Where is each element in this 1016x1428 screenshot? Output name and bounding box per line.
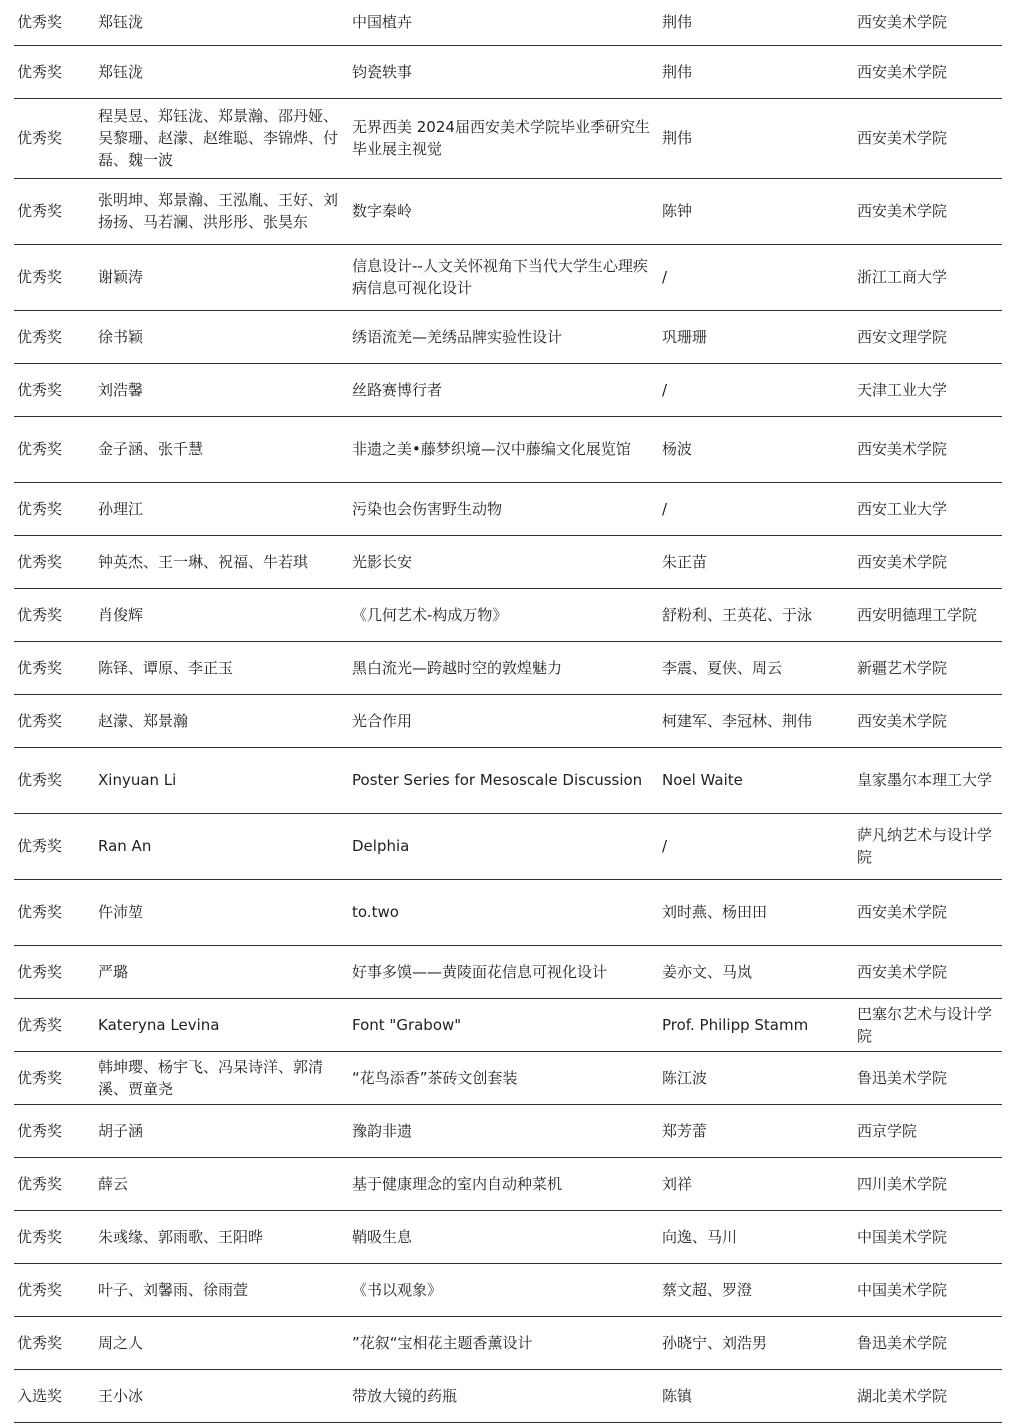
- cell-advisor: 孙晓宁、刘浩男: [659, 1316, 854, 1369]
- cell-advisor: 荆伟: [659, 45, 854, 98]
- table-row: [14, 879, 1002, 945]
- cell-school: 西安美术学院: [854, 0, 1002, 45]
- cell-authors: 严璐: [95, 945, 349, 998]
- table-row: [14, 244, 1002, 310]
- table-row: [14, 1263, 1002, 1316]
- cell-title: “花鸟添香”茶砖文创套装: [349, 1051, 659, 1104]
- cell-authors: 郑钰泷: [95, 45, 349, 98]
- table-row: [14, 1157, 1002, 1210]
- cell-advisor: Prof. Philipp Stamm: [659, 998, 854, 1051]
- cell-advisor: 柯建军、李冠林、荆伟: [659, 694, 854, 747]
- table-row: [14, 45, 1002, 98]
- cell-advisor: /: [659, 813, 854, 879]
- cell-authors: Ran An: [95, 813, 349, 879]
- cell-advisor: 朱正苗: [659, 535, 854, 588]
- cell-advisor: /: [659, 363, 854, 416]
- cell-school: 四川美术学院: [854, 1157, 1002, 1210]
- cell-advisor: 陈江波: [659, 1051, 854, 1104]
- cell-award: 优秀奖: [14, 363, 95, 416]
- cell-title: 好事多馍——黄陵面花信息可视化设计: [349, 945, 659, 998]
- cell-title: Poster Series for Mesoscale Discussion: [349, 747, 659, 813]
- cell-award: 优秀奖: [14, 1210, 95, 1263]
- table-row: [14, 998, 1002, 1051]
- cell-advisor: Noel Waite: [659, 747, 854, 813]
- cell-authors: 朱彧缘、郭雨歌、王阳晔: [95, 1210, 349, 1263]
- cell-award: 优秀奖: [14, 641, 95, 694]
- cell-advisor: 蔡文超、罗澄: [659, 1263, 854, 1316]
- cell-title: 《几何艺术-构成万物》: [349, 588, 659, 641]
- cell-authors: 王小冰: [95, 1369, 349, 1422]
- cell-school: 中国美术学院: [854, 1263, 1002, 1316]
- cell-title: Font "Grabow": [349, 998, 659, 1051]
- cell-title: 豫韵非遗: [349, 1104, 659, 1157]
- cell-school: 西安美术学院: [854, 694, 1002, 747]
- cell-authors: 韩坤璎、杨宇飞、冯杲诗洋、郭清溪、贾童尧: [95, 1051, 349, 1104]
- cell-school: 天津工业大学: [854, 363, 1002, 416]
- cell-title: 基于健康理念的室内自动种菜机: [349, 1157, 659, 1210]
- cell-award: 优秀奖: [14, 1051, 95, 1104]
- cell-title: 丝路赛博行者: [349, 363, 659, 416]
- awards-table: [14, 0, 1002, 1423]
- cell-advisor: 陈镇: [659, 1369, 854, 1422]
- cell-school: 西安美术学院: [854, 416, 1002, 482]
- cell-advisor: 刘时燕、杨田田: [659, 879, 854, 945]
- cell-authors: 刘浩馨: [95, 363, 349, 416]
- table-row: [14, 1316, 1002, 1369]
- cell-title: 带放大镜的药瓶: [349, 1369, 659, 1422]
- cell-award: 优秀奖: [14, 45, 95, 98]
- table-row: [14, 1369, 1002, 1422]
- table-row: [14, 588, 1002, 641]
- cell-authors: 程昊昱、郑钰泷、郑景瀚、邵丹娅、吴黎珊、赵濛、赵维聪、李锦烨、付磊、魏一波: [95, 98, 349, 178]
- cell-school: 浙江工商大学: [854, 244, 1002, 310]
- cell-title: 信息设计--人文关怀视角下当代大学生心理疾病信息可视化设计: [349, 244, 659, 310]
- cell-school: 西安明德理工学院: [854, 588, 1002, 641]
- table-row: [14, 641, 1002, 694]
- table-row: [14, 363, 1002, 416]
- cell-school: 西京学院: [854, 1104, 1002, 1157]
- cell-school: 西安美术学院: [854, 98, 1002, 178]
- cell-award: 优秀奖: [14, 1157, 95, 1210]
- cell-advisor: /: [659, 244, 854, 310]
- cell-authors: 仵沛堃: [95, 879, 349, 945]
- cell-authors: 张明坤、郑景瀚、王泓胤、王好、刘扬扬、马若澜、洪彤彤、张昊东: [95, 178, 349, 244]
- cell-title: 非遗之美•藤梦织境—汉中藤编文化展览馆: [349, 416, 659, 482]
- cell-title: 《书以观象》: [349, 1263, 659, 1316]
- cell-title: 中国植卉: [349, 0, 659, 45]
- cell-authors: 薛云: [95, 1157, 349, 1210]
- cell-authors: 周之人: [95, 1316, 349, 1369]
- cell-school: 西安美术学院: [854, 45, 1002, 98]
- table-row: [14, 535, 1002, 588]
- cell-advisor: 郑芳蕾: [659, 1104, 854, 1157]
- cell-authors: 孙理江: [95, 482, 349, 535]
- table-row: [14, 416, 1002, 482]
- cell-title: 光合作用: [349, 694, 659, 747]
- cell-school: 巴塞尔艺术与设计学院: [854, 998, 1002, 1051]
- cell-advisor: 杨波: [659, 416, 854, 482]
- cell-school: 中国美术学院: [854, 1210, 1002, 1263]
- cell-award: 优秀奖: [14, 998, 95, 1051]
- cell-authors: 赵濛、郑景瀚: [95, 694, 349, 747]
- cell-award: 优秀奖: [14, 1104, 95, 1157]
- cell-school: 西安文理学院: [854, 310, 1002, 363]
- cell-award: 优秀奖: [14, 813, 95, 879]
- cell-school: 湖北美术学院: [854, 1369, 1002, 1422]
- cell-title: ”花叙“宝相花主题香薰设计: [349, 1316, 659, 1369]
- cell-title: 光影长安: [349, 535, 659, 588]
- cell-authors: 钟英杰、王一琳、祝福、牛若琪: [95, 535, 349, 588]
- cell-school: 鲁迅美术学院: [854, 1051, 1002, 1104]
- table-row: [14, 482, 1002, 535]
- cell-advisor: 陈钟: [659, 178, 854, 244]
- cell-award: 优秀奖: [14, 310, 95, 363]
- table-row: [14, 310, 1002, 363]
- table-row: [14, 694, 1002, 747]
- cell-authors: Xinyuan Li: [95, 747, 349, 813]
- awards-table-body: [14, 0, 1002, 1422]
- cell-title: Delphia: [349, 813, 659, 879]
- table-row: [14, 1210, 1002, 1263]
- cell-award: 优秀奖: [14, 416, 95, 482]
- cell-advisor: 李震、夏侠、周云: [659, 641, 854, 694]
- cell-award: 优秀奖: [14, 244, 95, 310]
- cell-title: 鞘吸生息: [349, 1210, 659, 1263]
- cell-authors: 叶子、刘馨雨、徐雨萱: [95, 1263, 349, 1316]
- cell-advisor: 巩珊珊: [659, 310, 854, 363]
- cell-authors: 谢颖涛: [95, 244, 349, 310]
- cell-advisor: /: [659, 482, 854, 535]
- cell-school: 西安美术学院: [854, 945, 1002, 998]
- cell-award: 优秀奖: [14, 535, 95, 588]
- cell-advisor: 向逸、马川: [659, 1210, 854, 1263]
- cell-award: 优秀奖: [14, 482, 95, 535]
- cell-advisor: 刘祥: [659, 1157, 854, 1210]
- cell-authors: 金子涵、张千慧: [95, 416, 349, 482]
- cell-school: 西安美术学院: [854, 879, 1002, 945]
- cell-award: 优秀奖: [14, 747, 95, 813]
- cell-award: 优秀奖: [14, 98, 95, 178]
- cell-title: 黑白流光—跨越时空的敦煌魅力: [349, 641, 659, 694]
- cell-award: 优秀奖: [14, 694, 95, 747]
- cell-award: 优秀奖: [14, 588, 95, 641]
- cell-award: 入选奖: [14, 1369, 95, 1422]
- cell-award: 优秀奖: [14, 1263, 95, 1316]
- cell-school: 西安工业大学: [854, 482, 1002, 535]
- cell-award: 优秀奖: [14, 178, 95, 244]
- table-row: [14, 178, 1002, 244]
- table-row: [14, 747, 1002, 813]
- cell-authors: 徐书颖: [95, 310, 349, 363]
- cell-award: 优秀奖: [14, 1316, 95, 1369]
- cell-advisor: 荆伟: [659, 0, 854, 45]
- cell-award: 优秀奖: [14, 0, 95, 45]
- cell-authors: 肖俊辉: [95, 588, 349, 641]
- cell-school: 西安美术学院: [854, 535, 1002, 588]
- cell-school: 新疆艺术学院: [854, 641, 1002, 694]
- cell-authors: 陈铎、谭原、李正玉: [95, 641, 349, 694]
- cell-title: 数字秦岭: [349, 178, 659, 244]
- cell-award: 优秀奖: [14, 945, 95, 998]
- cell-advisor: 舒粉利、王英花、于泳: [659, 588, 854, 641]
- table-row: [14, 0, 1002, 45]
- table-row: [14, 98, 1002, 178]
- table-row: [14, 1051, 1002, 1104]
- cell-authors: 胡子涵: [95, 1104, 349, 1157]
- cell-advisor: 姜亦文、马岚: [659, 945, 854, 998]
- table-row: [14, 1104, 1002, 1157]
- cell-title: 污染也会伤害野生动物: [349, 482, 659, 535]
- cell-title: 钧瓷轶事: [349, 45, 659, 98]
- cell-award: 优秀奖: [14, 879, 95, 945]
- cell-authors: Kateryna Levina: [95, 998, 349, 1051]
- cell-authors: 郑钰泷: [95, 0, 349, 45]
- table-row: [14, 945, 1002, 998]
- table-row: [14, 813, 1002, 879]
- cell-school: 皇家墨尔本理工大学: [854, 747, 1002, 813]
- cell-school: 鲁迅美术学院: [854, 1316, 1002, 1369]
- cell-title: to.two: [349, 879, 659, 945]
- cell-advisor: 荆伟: [659, 98, 854, 178]
- cell-title: 无界西美 2024届西安美术学院毕业季研究生毕业展主视觉: [349, 98, 659, 178]
- cell-school: 萨凡纳艺术与设计学院: [854, 813, 1002, 879]
- cell-title: 绣语流羌—羌绣品牌实验性设计: [349, 310, 659, 363]
- cell-school: 西安美术学院: [854, 178, 1002, 244]
